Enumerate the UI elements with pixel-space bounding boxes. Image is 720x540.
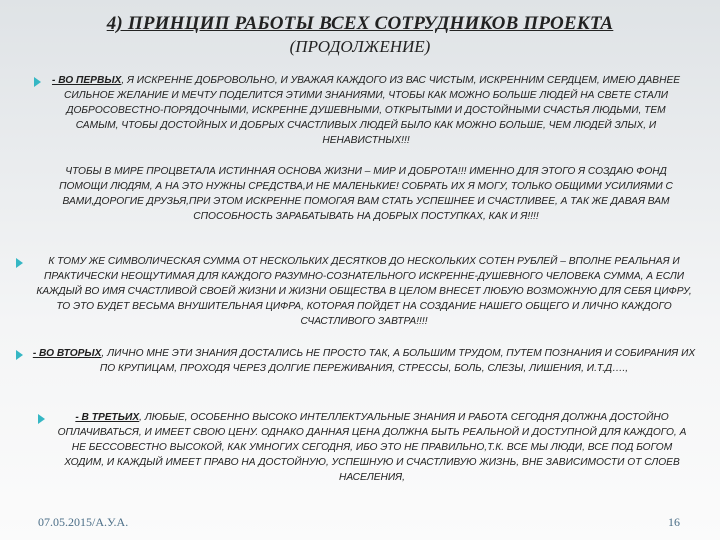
paragraph-first	[48, 73, 684, 148]
bullet-marker	[38, 414, 45, 424]
paragraph-mission-text: ЧТОБЫ В МИРЕ ПРОЦВЕТАЛА ИСТИННАЯ ОСНОВА ЖИЗНИ – МИР И ДОБРОТА!!! ИМЕННО ДЛЯ ЭТОГО Я СОЗДАЮ ФОНД ПОМОЩИ ЛЮДЯМ, А НА ЭТО НУЖНЫ СРЕДСТВА,И НЕ МАЛЕНЬКИЕ! СОБРАТЬ ИХ Я МОГУ, ТОЛЬКО ОБЩИМИ УСИЛИЯМИ С ВАМИ,ДОРОГИЕ ДРУЗЬЯ,ПРИ ЭТОМ ИСКРЕННЕ ПОМОГАЯ ВАМ СТАТЬ УСПЕШНЕЕ И СЧАСТЛИВЕЕ, А ТАК ЖЕ ДАВАЯ ВАМ СПОСОБНОСТЬ ЗАРАБАТЫВАТЬ НА ДОБРЫХ ПОСТУПКАХ, КАК И Я!!!!	[59, 166, 673, 222]
slide-title: 4) ПРИНЦИП РАБОТЫ ВСЕХ СОТРУДНИКОВ ПРОЕКТА	[106, 13, 614, 34]
paragraph-mission	[46, 164, 686, 224]
slide-title-block	[30, 12, 690, 58]
paragraph-second-text: , ЛИЧНО МНЕ ЭТИ ЗНАНИЯ ДОСТАЛИСЬ НЕ ПРОСТО ТАК, А БОЛЬШИМ ТРУДОМ, ПУТЕМ ПОЗНАНИЯ И СОБИРАНИЯ ИХ ПО КРУПИЦАМ, ПРОХОДЯ ЧЕРЕЗ ДОЛГИЕ ПЕРЕЖИВАНИЯ, СТРЕССЫ, БОЛЬ, СЛЕЗЫ, ЛИШЕНИЯ, И.Т.Д….,	[99, 348, 696, 374]
bullet-marker	[16, 350, 23, 360]
paragraph-third-text: , ЛЮБЫЕ, ОСОБЕННО ВЫСОКО ИНТЕЛЛЕКТУАЛЬНЫЕ ЗНАНИЯ И РАБОТА СЕГОДНЯ ДОЛЖНА ДОСТОЙНО ОПЛАЧИВАТЬСЯ, И ИМЕЕТ СВОЮ ЦЕНУ. ОДНАКО ДАННАЯ ЦЕНА ДОЛЖНА БЫТЬ РЕАЛЬНОЙ И ДОСТУПНОЙ ДЛЯ КАЖДОГО, А НЕ БЕССОВЕСТНО ВЫСОКОЙ, КАК УМНОГИХ СЕГОДНЯ, ИБО ЭТО НЕ ПРАВИЛЬНО,Т.К. ВСЕ МЫ ЛЮДИ, ВСЕ ПОД БОГОМ ХОДИМ, И КАЖДЫЙ ИМЕЕТ ПРАВО НА ДОСТОЙНУЮ, УСПЕШНУЮ И СЧАСТЛИВУЮ ЖИЗНЬ, ВНЕ ЗАВИСИМОСТИ ОТ СЛОЕВ НАСЕЛЕНИЯ,	[57, 412, 687, 483]
paragraph-sum-text: К ТОМУ ЖЕ СИМВОЛИЧЕСКАЯ СУММА ОТ НЕСКОЛЬКИХ ДЕСЯТКОВ ДО НЕСКОЛЬКИХ СОТЕН РУБЛЕЙ – ВПОЛНЕ РЕАЛЬНАЯ И ПРАКТИЧЕСКИ НЕОЩУТИМАЯ ДЛЯ КАЖДОГО РАЗУМНО-СОЗНАТЕЛЬНОГО ИСКРЕННЕ-ДУШЕВНОГО ЧЕЛОВЕКА СУММА, А ЕСЛИ КАЖДЫЙ ВО ИМЯ СЧАСТЛИВОЙ СВОЕЙ ЖИЗНИ И ЖИЗНИ ОБЩЕСТВА В ЦЕЛОМ ВНЕСЕТ ЛЮБУЮ ВОЗМОЖНУЮ ДЛЯ СЕБЯ ЦИФРУ, ТО ЭТО БУДЕТ ВЕСЬМА ВНУШИТЕЛЬНАЯ ЦИФРА, КОТОРАЯ ПОЙДЕТ НА СОЗДАНИЕ НАШЕГО ОБЩЕГО И ЛИЧНО КАЖДОГО СЧАСТЛИВОГО ЗАВТРА!!!!	[36, 256, 692, 327]
paragraph-first-lead: - ВО ПЕРВЫХ	[51, 75, 122, 86]
footer-page-number: 16	[668, 515, 680, 529]
paragraph-third	[52, 410, 692, 485]
paragraph-second	[30, 346, 698, 376]
paragraph-third-lead: - В ТРЕТЬИХ	[75, 412, 140, 423]
bullet-marker	[34, 77, 41, 87]
paragraph-second-lead: - ВО ВТОРЫХ	[32, 348, 102, 359]
slide-subtitle: (ПРОДОЛЖЕНИЕ)	[289, 37, 431, 56]
paragraph-sum	[30, 254, 698, 329]
bullet-marker	[16, 258, 23, 268]
paragraph-first-text: , Я ИСКРЕННЕ ДОБРОВОЛЬНО, И УВАЖАЯ КАЖДОГО ИЗ ВАС ЧИСТЫМ, ИСКРЕННИМ СЕРДЦЕМ, ИМЕЮ ДАВНЕЕ СИЛЬНОЕ ЖЕЛАНИЕ И МЕЧТУ ПОДЕЛИТСЯ ЭТИМИ ЗНАНИЯМИ, ЧТОБЫ КАК МОЖНО БОЛЬШЕ ЛЮДЕЙ НА СВЕТЕ СТАЛИ ДОБРОСОВЕСТНО-ПОРЯДОЧНЫМИ, ИСКРЕННЕ ДУШЕВНЫМИ, ОТКРЫТЫМИ И ДОСТОЙНЫМИ СЧАСТЬЯ ЛЮДЬМИ, ТЕМ САМЫМ, ЧТОБЫ ДОСТОЙНЫХ И ДОБРЫХ СЧАСТЛИВЫХ ЛЮДЕЙ БЫЛО КАК МОЖНО БОЛЬШЕ, ЧЕМ ЛЮДЕЙ ЗЛЫХ, И НЕНАВИСТНЫХ!!!	[63, 75, 681, 146]
footer-date: 07.05.2015/А.У.А.	[38, 515, 129, 529]
